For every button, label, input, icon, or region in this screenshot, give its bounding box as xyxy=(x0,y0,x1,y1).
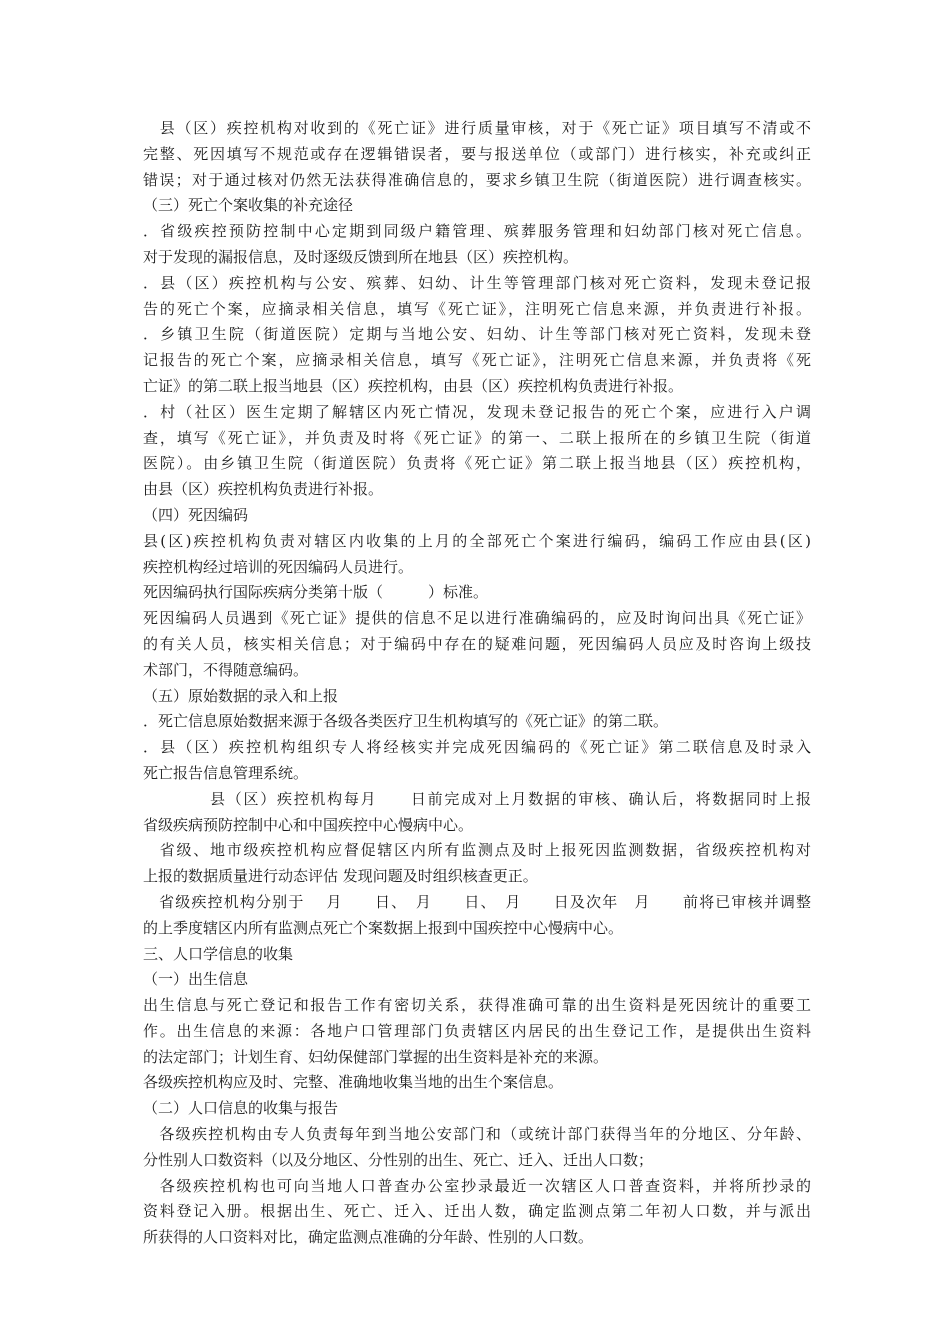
text-line: 各级疾控机构应及时、完整、准确地收集当地的出生个案信息。 xyxy=(143,1073,564,1092)
text-line: 的有关人员，核实相关信息；对于编码中存在的疑难问题，死因编码人员应及时咨询上级技 xyxy=(143,634,811,653)
text-line: 作。出生信息的来源：各地户口管理部门负责辖区内居民的出生登记工作，是提供出生资料 xyxy=(143,1021,811,1040)
text-line: 三、人口学信息的收集 xyxy=(143,944,294,963)
text-line: 死亡报告信息管理系统。 xyxy=(143,763,309,782)
text-line: ．省级疾控预防控制中心定期到同级户籍管理、殡葬服务管理和妇幼部门核对死亡信息。 xyxy=(143,222,811,241)
text-line: 完整、死因填写不规范或存在逻辑错误者，要与报送单位（或部门）进行核实，补充或纠正 xyxy=(143,144,811,163)
text-line: 所获得的人口资料对比，确定监测点准确的分年龄、性别的人口数。 xyxy=(143,1228,594,1247)
text-line: 资料登记入册。根据出生、死亡、迁入、迁出人数，确定监测点第二年初人口数，并与派出 xyxy=(143,1202,811,1221)
text-line: 各级疾控机构也可向当地人口普查办公室抄录最近一次辖区人口普查资料，并将所抄录的 xyxy=(143,1176,811,1195)
text-line: 死因编码人员遇到《死亡证》提供的信息不足以进行准确编码的，应及时询问出具《死亡证》 xyxy=(143,609,811,628)
text-line: ．县（区）疾控机构组织专人将经核实并完成死因编码的《死亡证》第二联信息及时录入 xyxy=(143,738,811,757)
text-line: （一）出生信息 xyxy=(143,970,249,989)
text-line: 省级疾病预防控制中心和中国疾控中心慢病中心。 xyxy=(143,815,474,834)
text-line: 由县（区）疾控机构负责进行补报。 xyxy=(143,480,384,499)
text-line: ．乡镇卫生院（街道医院）定期与当地公安、妇幼、计生等部门核对死亡资料，发现未登 xyxy=(143,325,811,344)
text-line: 的上季度辖区内所有监测点死亡个案数据上报到中国疾控中心慢病中心。 xyxy=(143,918,624,937)
text-line: 出生信息与死亡登记和报告工作有密切关系，获得准确可靠的出生资料是死因统计的重要工 xyxy=(143,996,811,1015)
text-line: 分性别人口数资料（以及分地区、分性别的出生、死亡、迁入、迁出人口数； xyxy=(143,1150,654,1169)
text-line: 记报告的死亡个案，应摘录相关信息，填写《死亡证》，注明死亡信息来源，并负责将《死 xyxy=(143,351,811,370)
text-line: 县(区)疾控机构负责对辖区内收集的上月的全部死亡个案进行编码，编码工作应由县(区) xyxy=(143,531,811,550)
text-line: 医院）。由乡镇卫生院（街道医院）负责将《死亡证》第二联上报当地县（区）疾控机构， xyxy=(143,454,811,473)
text-line: （五）原始数据的录入和上报 xyxy=(143,686,339,705)
text-line: 错误；对于通过核对仍然无法获得准确信息的，要求乡镇卫生院（街道医院）进行调查核实。 xyxy=(143,170,811,189)
text-line: 县（区）疾控机构每月 日前完成对上月数据的审核、确认后，将数据同时上报 xyxy=(143,789,811,808)
text-line: ．县（区）疾控机构与公安、殡葬、妇幼、计生等管理部门核对死亡资料，发现未登记报 xyxy=(143,273,811,292)
text-line: 告的死亡个案，应摘录相关信息，填写《死亡证》，注明死亡信息来源，并负责进行补报。 xyxy=(143,299,811,318)
text-line: ．死亡信息原始数据来源于各级各类医疗卫生机构填写的《死亡证》的第二联。 xyxy=(143,712,669,731)
text-line: 死因编码执行国际疾病分类第十版（ ）标准。 xyxy=(143,583,489,602)
text-line: 县（区）疾控机构对收到的《死亡证》进行质量审核，对于《死亡证》项目填写不清或不 xyxy=(143,119,811,137)
text-line: ．村（社区）医生定期了解辖区内死亡情况，发现未登记报告的死亡个案，应进行入户调 xyxy=(143,402,811,421)
document-page xyxy=(143,116,811,1251)
text-line: 省级、地市级疾控机构应督促辖区内所有监测点及时上报死因监测数据，省级疾控机构对 xyxy=(143,841,811,860)
text-line: 查，填写《死亡证》，并负责及时将《死亡证》的第一、二联上报所在的乡镇卫生院（街道 xyxy=(143,428,811,447)
text-line: 术部门，不得随意编码。 xyxy=(143,660,309,679)
text-line: 的法定部门；计划生育、妇幼保健部门掌握的出生资料是补充的来源。 xyxy=(143,1047,609,1066)
text-line: 对于发现的漏报信息，及时逐级反馈到所在地县（区）疾控机构。 xyxy=(143,247,579,266)
text-line: （四）死因编码 xyxy=(143,505,249,524)
text-line: 亡证》的第二联上报当地县（区）疾控机构，由县（区）疾控机构负责进行补报。 xyxy=(143,376,684,395)
text-line: 各级疾控机构由专人负责每年到当地公安部门和（或统计部门获得当年的分地区、分年龄、 xyxy=(143,1125,811,1144)
text-line: （二）人口信息的收集与报告 xyxy=(143,1099,339,1118)
text-line: 省级疾控机构分别于 月 日、 月 日、 月 日及次年 月 前将已审核并调整 xyxy=(143,892,811,911)
text-line: 疾控机构经过培训的死因编码人员进行。 xyxy=(143,557,414,576)
text-line: （三）死亡个案收集的补充途径 xyxy=(143,196,354,215)
text-line: 上报的数据质量进行动态评估 发现问题及时组织核查更正。 xyxy=(143,867,538,886)
